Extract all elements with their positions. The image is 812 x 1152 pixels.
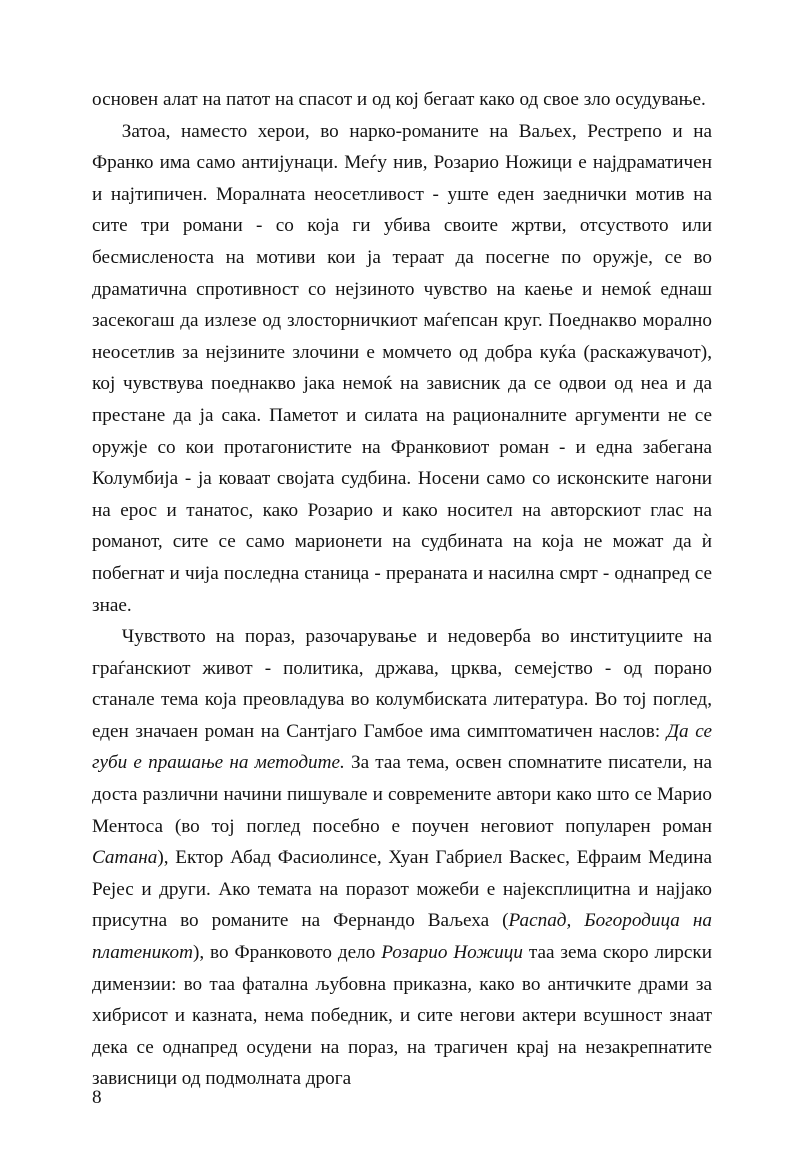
text-run: ), во Франковото дело [192,942,382,964]
text-run: За таа тема, освен спомнатите писатели, на доста различни начини пишувале и современите автори како што се Марио Ментоса (во тој поглед посебно е поучен неговиот популарен роман [92,752,712,837]
italic-title-satana: Сатана [92,847,158,869]
paragraph-1 [92,84,712,116]
body-text-column [92,84,712,1095]
italic-title-rozario-nozici: Розарио Ножици [381,942,523,964]
italic-title-raspad: Распад, Богородица на платеникот [92,910,712,964]
paragraph-3 [92,621,712,1095]
text-run: Чувството на пораз, разочарување и недоверба во институциите на граѓанскиот живот - политика, држава, црква, семејство - од порано станале тема која преовладува во колумбиската литература. Во тој поглед, еден значаен роман на Сантјаго Гамбое има симптоматичен наслов: [92,626,712,742]
text-run: основен алат на патот на спасот и од кој бегаат како од свое зло осудување. [92,89,706,110]
text-run: Затоа, наместо херои, во нарко-романите на Ваљех, Рестрепо и на Франко има само антијунаци. Меѓу нив, Розарио Ножици е најдраматичен и најтипичен. Моралната неосетливост - уште еден заеднички мотив на сите три романи - со која ги убива своите жртви, отсуството или бесмисленоста на мотиви кои ја тераат да посегне по оружје, се во драматична спротивност со нејзиното чувство на каење и немоќ еднаш засекогаш да излезе од злосторничкиот маѓепсан круг. Поеднакво морално неосетлив за нејзините злочини е момчето од добра куќа (раскажувачот), кој чувствува поеднакво јака немоќ на зависник да се одвои од неа и да престане да ја сака. Паметот и силата на рационалните аргументи не се оружје со кои протагонистите на Франковиот роман - и една забегана Колумбија - ја коваат својата судбина. Носени само со исконските нагони на ерос и танатос, како Розарио и како носител на авторскиот глас на романот, сите се само марионети на судбината на која не можат да ѝ побегнат и чија последна станица - прераната и насилна смрт - однапред се знае. [92,120,712,616]
italic-title-metodite: Да се губи е прашање на методите. [92,720,712,774]
paragraph-2 [92,116,712,622]
text-run: таа зема скоро лирски димензии: во таа фатална љубовна приказна, како во античките драми за хибрисот и казната, нема победник, и сите негови актери всушност знаат дека се однапред осудени на пораз, на трагичен крај на незакрепнатите зависници од подмолната дрога [92,942,712,1090]
page-number: 8 [92,1087,102,1108]
text-run: ), Ектор Абад Фасиолинсе, Хуан Габриел Васкес, Ефраим Медина Рејес и други. Ако темата на поразот можеби е најексплицитна и најјако присутна во романите на Фернандо Ваљеха ( [92,847,712,932]
